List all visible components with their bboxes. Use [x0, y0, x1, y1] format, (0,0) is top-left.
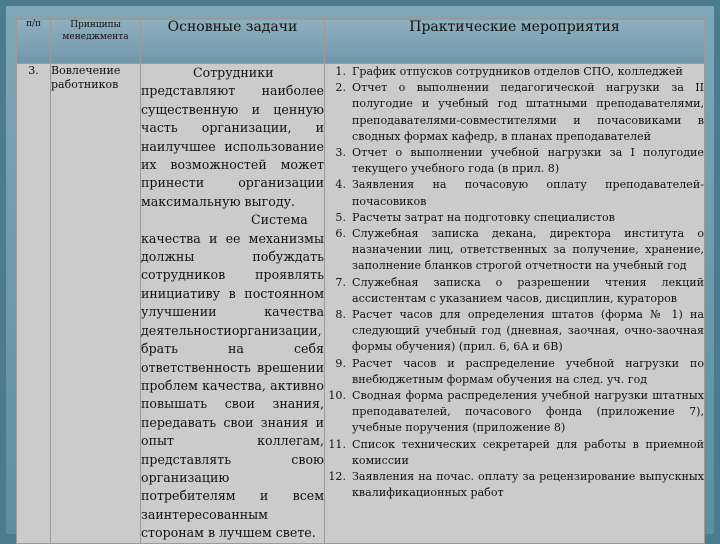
- list-item: [325, 210, 704, 226]
- list-item-text: Служебная записка о разрешении чтения лекций ассистентам с указанием часов, дисциплин, кураторов: [352, 275, 704, 305]
- table-row: [17, 64, 705, 544]
- header-principles: Принципы менеджмента: [51, 19, 141, 64]
- list-item-number: 12.: [328, 470, 346, 484]
- list-item: [325, 80, 704, 145]
- tasks-paragraph-1: Сотрудники представляют наиболее существенную и ценную часть организации, и наилучшее использование их возможностей может принести организации максимальную выгоду.: [141, 65, 324, 209]
- list-item-number: 10.: [328, 389, 346, 403]
- list-item-number: 5.: [335, 210, 346, 224]
- list-item-number: 2.: [335, 81, 346, 95]
- list-item: [325, 64, 704, 80]
- list-item-text: Отчет о выполнении учебной нагрузки за I полугодие текущего учебного года (в прил. 8): [352, 146, 704, 176]
- list-item-text: График отпусков сотрудников отделов СПО, колледжей: [352, 65, 683, 78]
- header-practical-actions: Практические мероприятия: [325, 19, 705, 64]
- list-item-number: 6.: [335, 227, 346, 241]
- list-item-text: Отчет о выполнении педагогической нагрузки за II полугодие и учебный год штатными преподавателями, преподавателями-совместителями и почасовиками в сводных формах кафедр, в планах преподавателей: [352, 81, 704, 143]
- list-item: [325, 356, 704, 388]
- list-item-number: 3.: [335, 146, 346, 160]
- list-item-number: 4.: [335, 178, 346, 192]
- list-item-number: 1.: [335, 65, 346, 78]
- list-item-text: Расчет часов и распределение учебной нагрузки по внебюджетным формам обучения на след. уч. год: [352, 356, 704, 386]
- list-item: [325, 437, 704, 469]
- list-item-number: 8.: [335, 308, 346, 322]
- list-item: [325, 307, 704, 356]
- list-item-text: Расчеты затрат на подготовку специалистов: [352, 210, 615, 224]
- management-principles-table: [16, 18, 705, 544]
- main-tasks-cell: [141, 64, 325, 544]
- list-item: [325, 145, 704, 177]
- list-item: [325, 177, 704, 209]
- list-item-text: Заявления на почас. оплату за рецензирование выпускных квалификационных работ: [352, 470, 704, 500]
- list-item-text: Расчет часов для определения штатов (форма № 1) на следующий учебный год (дневная, заочная, очно-заочная формы обучения) (прил. 6, 6А и 6В): [352, 308, 704, 354]
- header-number: п/п: [17, 19, 51, 64]
- list-item-number: 11.: [328, 437, 346, 451]
- practical-actions-cell: [325, 64, 705, 544]
- principle-name: Вовлечение работников: [51, 64, 141, 544]
- list-item-number: 7.: [335, 275, 346, 289]
- tasks-paragraph-2: Система качества и ее механизмы должны побуждать сотрудников проявлять инициативу в постоянном улучшении качества деятельностиорганизации, брать на себя ответственность врешении проблем качества, активно повышать свои знания, передавать свои знания и опыт коллегам, представлять свою организацию потребителям и всем заинтересованным сторонам в лучшем свете.: [141, 212, 324, 541]
- actions-list: [325, 64, 704, 501]
- header-main-tasks: Основные задачи: [141, 19, 325, 64]
- list-item: [325, 275, 704, 307]
- list-item-text: Заявления на почасовую оплату преподавателей-почасовиков: [352, 178, 704, 208]
- list-item-text: Служебная записка декана, директора института о назначении лиц, ответственных за получение, хранение, заполнение бланков строгой отчетности на учебный год: [352, 227, 704, 273]
- header-row: [17, 19, 705, 64]
- list-item: [325, 469, 704, 501]
- list-item-number: 9.: [335, 356, 346, 370]
- list-item-text: Список технических секретарей для работы в приемной комиссии: [352, 437, 704, 467]
- list-item: [325, 388, 704, 437]
- list-item-text: Сводная форма распределения учебной нагрузки штатных преподавателей, почасового фонда (приложение 7), учебные поручения (приложение 8): [352, 389, 704, 435]
- list-item: [325, 226, 704, 275]
- row-number: 3.: [17, 64, 51, 544]
